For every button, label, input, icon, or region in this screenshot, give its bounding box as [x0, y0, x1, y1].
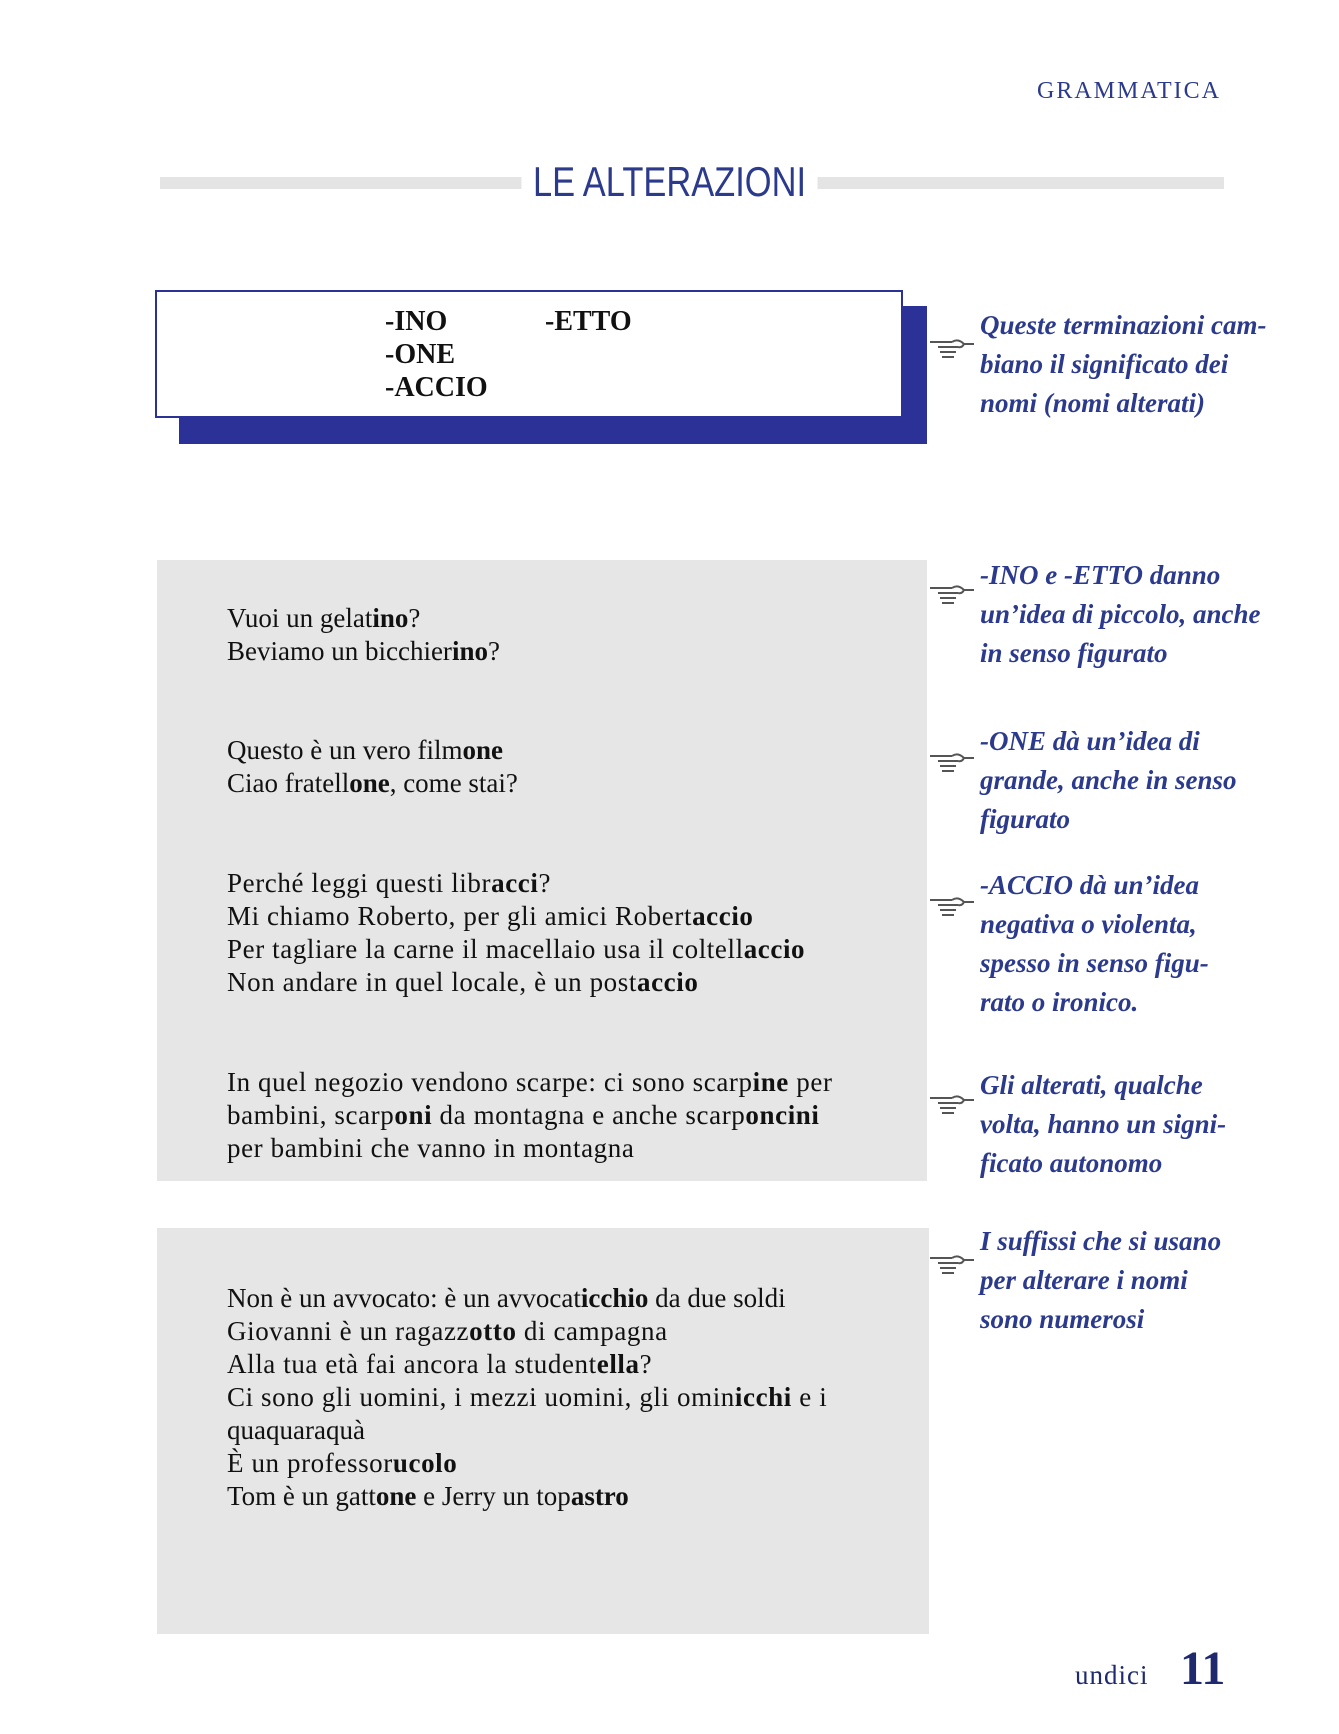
example-line: Tom è un gattone e Jerry un topastro: [227, 1481, 629, 1511]
example-line: Non è un avvocato: è un avvocaticchio da due soldi: [227, 1283, 786, 1313]
example-line: Perché leggi questi libracci?: [227, 868, 552, 898]
example-line: Beviamo un bicchierino?: [227, 636, 500, 666]
example-line: quaquaraquà: [227, 1415, 365, 1445]
example-line: Vuoi un gelatino?: [227, 603, 421, 633]
note-alterati: Queste terminazioni cam- biano il significato dei nomi (nomi alterati): [980, 310, 1267, 418]
note-accio: -ACCIO dà un’idea negativa o violenta, spesso in senso figu- rato o ironico.: [980, 870, 1209, 1017]
suffix-accio: -ACCIO: [385, 372, 488, 403]
pointing-hand-icon: [928, 578, 978, 608]
pointing-hand-icon: [928, 890, 978, 920]
example-line: per bambini che vanno in montagna: [227, 1133, 635, 1163]
example-line: Mi chiamo Roberto, per gli amici Robertaccio: [227, 901, 754, 931]
page-number-word: undici: [1075, 1660, 1149, 1690]
example-line: È un professorucolo: [227, 1448, 458, 1478]
example-line: Per tagliare la carne il macellaio usa il coltellaccio: [227, 934, 806, 964]
example-line: Non andare in quel locale, è un postaccio: [227, 967, 699, 997]
example-line: In quel negozio vendono scarpe: ci sono scarpine per: [227, 1067, 833, 1097]
note-significato-autonomo: Gli alterati, qualche volta, hanno un signi- ficato autonomo: [980, 1070, 1227, 1178]
pointing-hand-icon: [928, 332, 978, 362]
example-line: bambini, scarponi da montagna e anche scarponcini: [227, 1100, 820, 1130]
note-ino-etto: -INO e -ETTO danno un’idea di piccolo, anche in senso figurato: [980, 560, 1261, 668]
note-one: -ONE dà un’idea di grande, anche in senso figurato: [980, 726, 1237, 834]
example-line: Alla tua età fai ancora la studentella?: [227, 1349, 653, 1379]
pointing-hand-icon: [928, 1088, 978, 1118]
suffix-one: -ONE: [385, 339, 455, 370]
suffix-etto: -ETTO: [545, 306, 632, 337]
example-line: Ciao fratellone, come stai?: [227, 768, 518, 798]
example-line: Giovanni è un ragazzotto di campagna: [227, 1316, 668, 1346]
page-number: 11: [1180, 1642, 1226, 1695]
suffix-ino: -INO: [385, 306, 448, 337]
note-suffissi: I suffissi che si usano per alterare i nomi sono numerosi: [980, 1226, 1222, 1334]
pointing-hand-icon: [928, 1248, 978, 1278]
page-title: LE ALTERAZIONI: [121, 158, 1219, 206]
suffix-box: [155, 290, 903, 418]
pointing-hand-icon: [928, 746, 978, 776]
example-line: Questo è un vero filmone: [227, 735, 503, 765]
examples-panel-2: [157, 1228, 929, 1634]
examples-panel-1: [157, 560, 927, 1181]
example-line: Ci sono gli uomini, i mezzi uomini, gli ominicchi e i: [227, 1382, 828, 1412]
section-label: GRAMMATICA: [1036, 78, 1221, 104]
